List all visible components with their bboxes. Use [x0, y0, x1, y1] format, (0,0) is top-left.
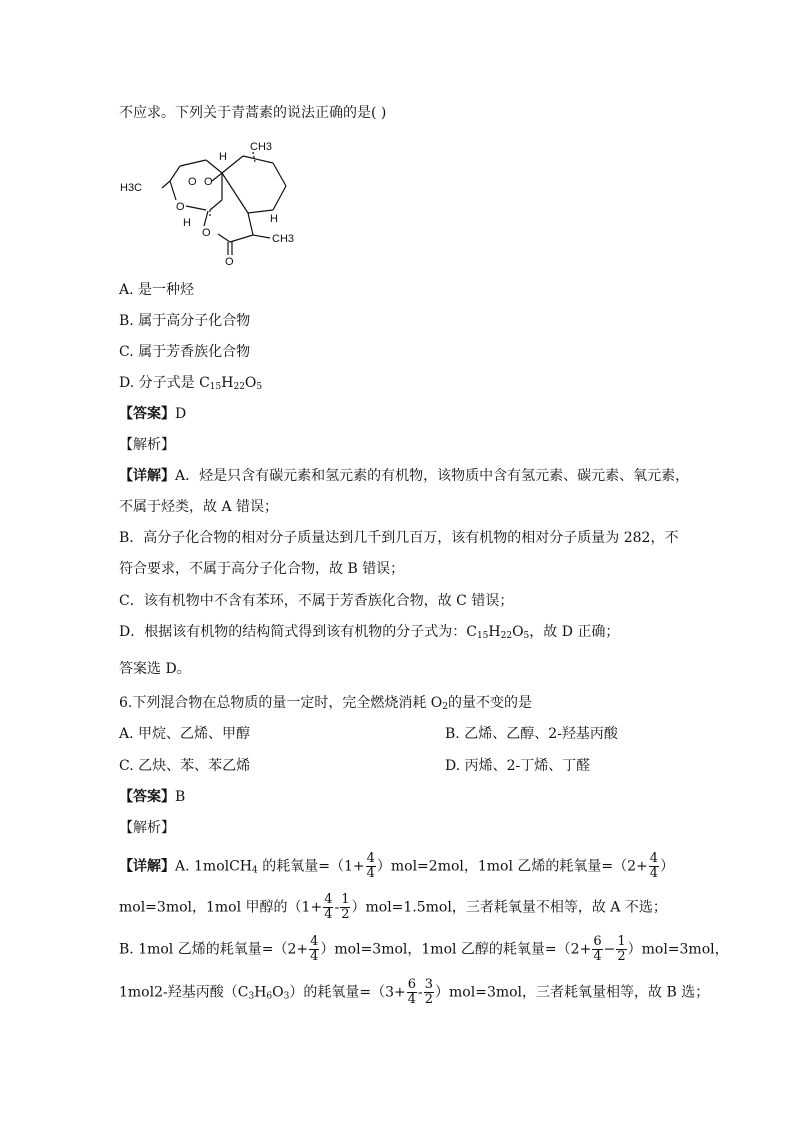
q6-option-a: A. 甲烷、乙烯、甲醇	[119, 726, 251, 742]
q5-answer: 【答案】D	[119, 406, 187, 422]
atom-h-bottom: H	[183, 217, 191, 229]
artemisinin-structure	[118, 138, 318, 268]
q6-answer: 【答案】B	[119, 789, 186, 805]
q6-option-c: C. 乙炔、苯、苯乙烯	[119, 758, 251, 774]
q5-detail-c: C．该有机物中不含有苯环，不属于芳香族化合物，故 C 错误；	[119, 593, 514, 609]
atom-o3: O	[176, 201, 185, 213]
q6-option-d: D. 丙烯、2-丁烯、丁醛	[445, 758, 591, 774]
q6-option-b: B. 乙烯、乙醇、2-羟基丙酸	[445, 726, 618, 742]
q5-stem: 不应求。下列关于青蒿素的说法正确的是( )	[119, 105, 387, 121]
q6-detail-a2: mol=3mol，1mol 甲醇的（1+ $\frac{4}{4}$ - $\frac{1}{2}$ ）mol=1.5mol，三者耗氧量不相等，故 A 不选；	[119, 892, 667, 922]
atom-o5: O	[225, 256, 234, 268]
atom-ch3-left: H3C	[120, 182, 143, 194]
fraction: $\frac{6}{4}$	[593, 934, 602, 964]
q5-option-c: C. 属于芳香族化合物	[119, 344, 251, 360]
q5-conclusion: 答案选 D。	[119, 661, 191, 677]
q5-option-d: D. 分子式是 $C_{15}H_{22}O_5$	[119, 375, 263, 392]
fraction: $\frac{4}{4}$	[649, 851, 659, 881]
q5-analysis-label: 【解析】	[119, 437, 175, 453]
fraction: $\frac{6}{4}$	[407, 977, 417, 1007]
q6-detail-b2: 1mol2-羟基丙酸$(C_3H_6O_3)$的耗氧量=（3+ $\frac{6}{4}$ - $\frac{3}{2}$ ）mol=3mol，三者耗氧量相等，故 B 选；	[119, 977, 710, 1007]
q5-option-b: B. 属于高分子化合物	[119, 313, 251, 329]
fraction: $\frac{1}{2}$	[617, 934, 626, 964]
atom-o4: O	[202, 227, 211, 239]
fraction: $\frac{3}{2}$	[424, 977, 434, 1007]
atom-h-mid: H	[270, 213, 278, 225]
q5-detail-b1: B．高分子化合物的相对分子质量达到几千到几百万，该有机物的相对分子质量为 282，不	[119, 530, 679, 546]
q6-detail-b1: B. 1mol 乙烯的耗氧量=（2+ $\frac{4}{4}$ ）mol=3mol，1mol 乙醇的耗氧量=（2+ $\frac{6}{4}$ − $\frac{1}{2}$ ）mol=3mol，	[119, 934, 729, 964]
atom-ch3-right: CH3	[272, 233, 295, 245]
q5-detail-a2: 不属于烃类，故 A 错误；	[119, 499, 279, 515]
fraction: $\frac{4}{4}$	[366, 851, 375, 881]
atom-o1: O	[188, 176, 197, 188]
q5-detail-d: D．根据该有机物的结构简式得到该有机物的分子式为：$C_{15}H_{22}O_5$，故 D 正确；	[119, 624, 620, 641]
fraction: $\frac{4}{4}$	[324, 892, 333, 922]
q5-option-a: A. 是一种烃	[119, 282, 195, 298]
fraction: $\frac{1}{2}$	[341, 892, 350, 922]
atom-h-top: H	[219, 151, 227, 163]
q6-analysis-label: 【解析】	[119, 820, 175, 836]
q5-detail-a1: 【详解】A．烃是只含有碳元素和氢元素的有机物，该物质中含有氢元素、碳元素、氧元素，	[119, 468, 690, 484]
fraction: $\frac{4}{4}$	[310, 934, 319, 964]
q6-detail-a1: 【详解】A. 1molCH$_4$ 的耗氧量=（1+ $\frac{4}{4}$ ）mol=2mol，1mol 乙烯的耗氧量=（2+ $\frac{4}{4}$ ）	[119, 851, 675, 881]
q5-detail-b2: 符合要求，不属于高分子化合物，故 B 错误；	[119, 561, 405, 577]
atom-o2: O	[204, 176, 213, 188]
q6-stem: 6.下列混合物在总物质的量一定时，完全燃烧消耗 $O_2$的量不变的是	[119, 695, 533, 712]
atom-ch3-top: CH3	[250, 141, 273, 153]
